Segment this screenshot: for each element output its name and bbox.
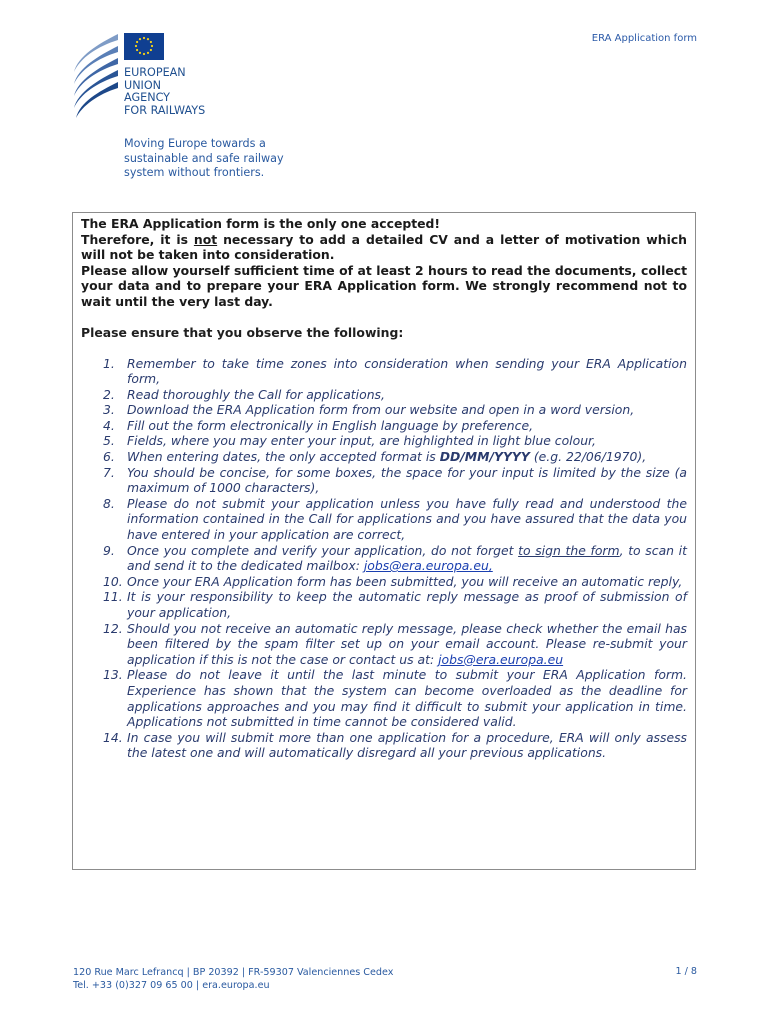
ensure-heading: Please ensure that you observe the following: bbox=[81, 324, 404, 340]
mailbox-link[interactable]: jobs@era.europa.eu, bbox=[363, 558, 493, 574]
item-number: 1. bbox=[103, 355, 115, 371]
item-text: , to scan it and send it to the dedicated mailbox: bbox=[127, 542, 687, 574]
instructions-box bbox=[72, 212, 696, 870]
item-number: 5. bbox=[103, 433, 115, 449]
footer-contact: Tel. +33 (0)327 09 65 00 | era.europa.eu bbox=[73, 980, 270, 991]
agency-name-line: FOR RAILWAYS bbox=[124, 103, 206, 117]
list-item bbox=[81, 402, 687, 418]
item-text: Please do not leave it until the last minute to submit your ERA Application form. Experience has shown that the system can become overloaded as the deadline for applications approaches and you may find it difficult to submit your application in time. Applications not submitted in time cannot be considered valid. bbox=[127, 667, 687, 730]
era-logo bbox=[70, 28, 240, 128]
list-item bbox=[81, 667, 687, 729]
item-text: Fill out the form electronically in English language by preference, bbox=[127, 417, 534, 433]
date-format: DD/MM/YYYY bbox=[439, 449, 530, 465]
document-title: ERA Application form bbox=[591, 33, 697, 44]
list-item bbox=[81, 574, 687, 590]
agency-name-line: AGENCY bbox=[124, 91, 171, 105]
item-text: In case you will submit more than one application for a procedure, ERA will only assess the latest one and will automatically disregard all your previous applications. bbox=[127, 729, 687, 761]
item-text: Please do not submit your application unless you have fully read and understood the information contained in the Call for applications and you have assured that the data you have entered in your application are correct, bbox=[127, 495, 687, 543]
item-number: 3. bbox=[103, 402, 115, 418]
list-item bbox=[81, 387, 687, 403]
list-item bbox=[81, 621, 687, 668]
page-number: 1 / 8 bbox=[675, 966, 697, 977]
footer-address-block bbox=[73, 966, 393, 992]
list-item bbox=[81, 433, 687, 449]
item-text: When entering dates, the only accepted format is bbox=[127, 449, 440, 465]
notice-only-form: The ERA Application form is the only one accepted! bbox=[81, 216, 441, 231]
item-number: 4. bbox=[103, 417, 115, 433]
agency-name bbox=[124, 67, 205, 117]
instructions-list bbox=[81, 356, 687, 761]
list-item bbox=[81, 465, 687, 496]
item-number: 8. bbox=[103, 495, 115, 511]
list-item bbox=[81, 496, 687, 543]
list-item bbox=[81, 356, 687, 387]
list-item bbox=[81, 449, 687, 465]
list-item bbox=[81, 418, 687, 434]
item-text: Read thoroughly the Call for applications, bbox=[127, 386, 385, 402]
item-text: Once you complete and verify your application, do not forget bbox=[127, 542, 519, 558]
notice-text: necessary to add a detailed CV and a letter of motivation which will not be taken into consideration. bbox=[81, 231, 687, 262]
agency-name-line: EUROPEAN bbox=[124, 66, 186, 79]
agency-motto bbox=[124, 137, 284, 181]
motto-line: Moving Europe towards a bbox=[124, 137, 266, 150]
item-number: 11. bbox=[103, 589, 123, 605]
item-number: 2. bbox=[103, 386, 115, 402]
item-text: Remember to take time zones into consideration when sending your ERA Application form, bbox=[127, 355, 687, 387]
notice-time: Please allow yourself sufficient time of at least 2 hours to read the documents, collect your data and to prepare your ERA Application form. We strongly recommend not to wait until the very last day. bbox=[81, 262, 687, 309]
item-text: It is your responsibility to keep the automatic reply message as proof of submission of your application, bbox=[127, 589, 687, 620]
footer-address: 120 Rue Marc Lefrancq | BP 20392 | FR-59307 Valenciennes Cedex bbox=[73, 967, 394, 978]
item-number: 14. bbox=[103, 729, 123, 745]
item-text: (e.g. 22/06/1970), bbox=[529, 449, 647, 465]
item-number: 6. bbox=[103, 449, 115, 465]
agency-name-line: UNION bbox=[124, 78, 162, 92]
list-item bbox=[81, 730, 687, 761]
item-number: 7. bbox=[103, 464, 115, 480]
notice-emphasis: not bbox=[193, 231, 218, 247]
item-number: 13. bbox=[103, 667, 123, 683]
contact-email-link[interactable]: jobs@era.europa.eu bbox=[438, 651, 564, 667]
notice-no-cv bbox=[81, 232, 687, 263]
list-item bbox=[81, 543, 687, 574]
item-text: Once your ERA Application form has been submitted, you will receive an automatic reply, bbox=[127, 573, 683, 589]
list-item bbox=[81, 589, 687, 620]
item-number: 10. bbox=[103, 573, 123, 589]
item-text: Fields, where you may enter your input, are highlighted in light blue colour, bbox=[127, 433, 596, 449]
sign-form-emphasis: to sign the form bbox=[518, 542, 620, 558]
notice-text: Therefore, it is bbox=[81, 231, 194, 247]
item-number: 9. bbox=[103, 542, 115, 558]
item-text: Should you not receive an automatic reply message, please check whether the email has been filtered by the spam filter set up on your email account. Please re-submit your application if this is not the case or contact us at: bbox=[127, 620, 687, 667]
item-text: Download the ERA Application form from our website and open in a word version, bbox=[127, 402, 635, 418]
rail-swoosh-icon bbox=[70, 28, 126, 123]
item-text: You should be concise, for some boxes, the space for your input is limited by the size (a maximum of 1000 characters), bbox=[127, 464, 687, 496]
eu-flag-icon bbox=[124, 33, 164, 60]
motto-line: sustainable and safe railway bbox=[124, 151, 284, 165]
item-number: 12. bbox=[103, 620, 123, 636]
motto-line: system without frontiers. bbox=[124, 166, 265, 180]
